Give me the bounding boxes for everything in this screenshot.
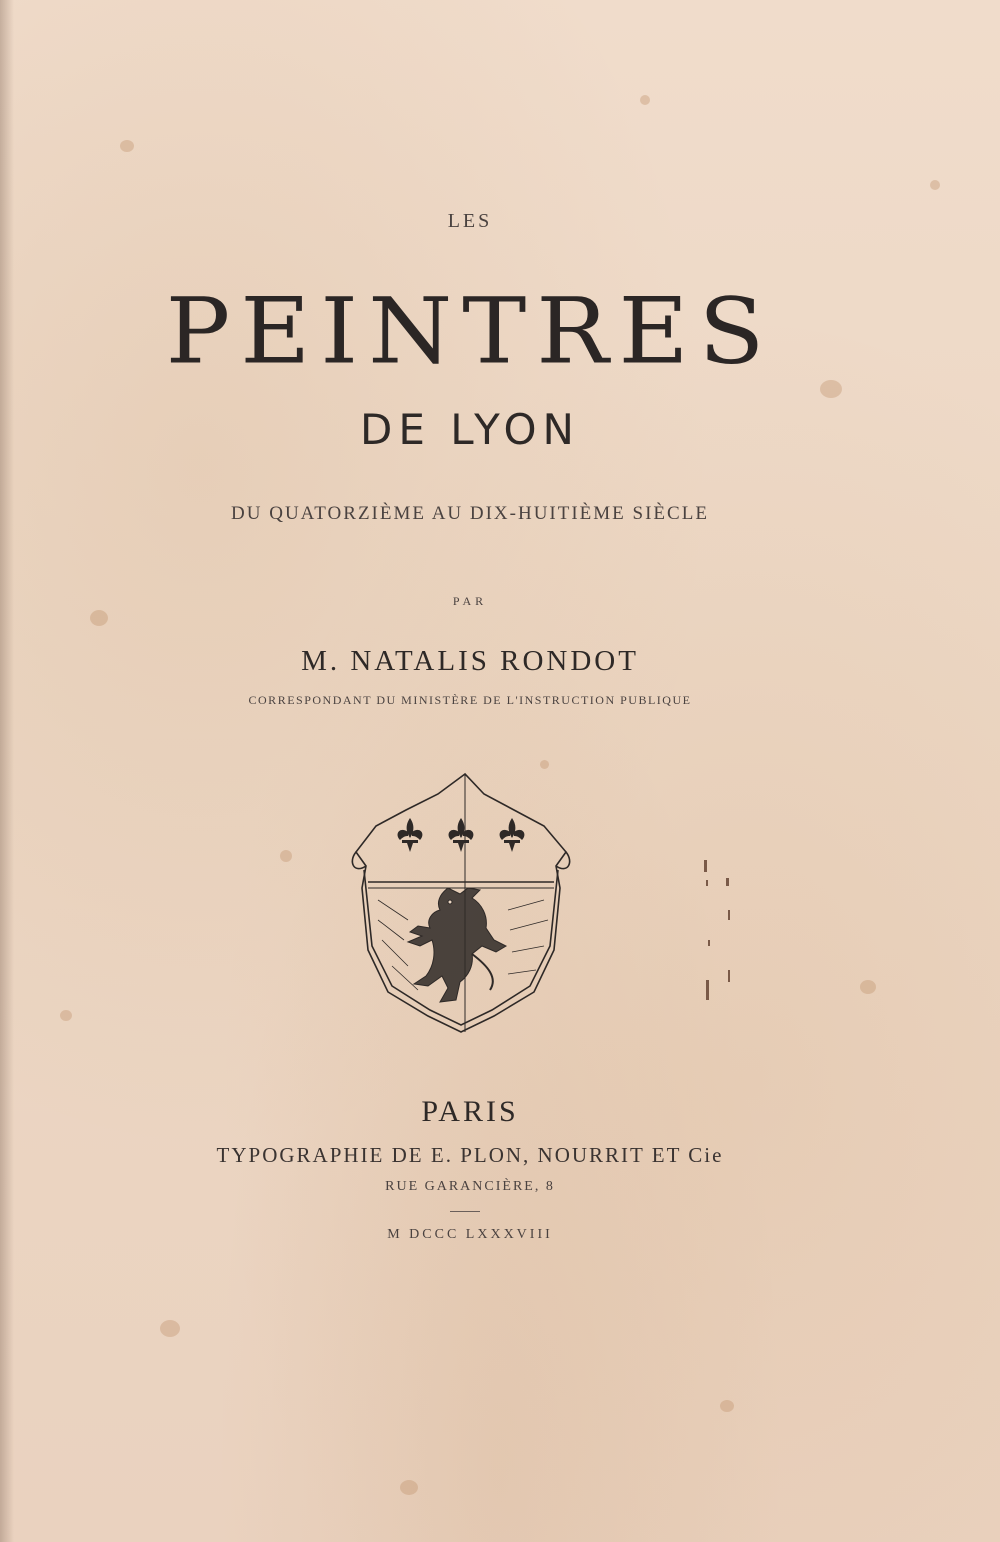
imprint-address: RUE GARANCIÈRE, 8 — [385, 1179, 555, 1194]
author-name: M. NATALIS RONDOT — [301, 645, 639, 677]
foxing-spot — [90, 610, 108, 626]
author-role: CORRESPONDANT DU MINISTÈRE DE L'INSTRUCTION PUBLIQUE — [248, 693, 692, 707]
title-period: DU QUATORZIÈME AU DIX-HUITIÈME SIÈCLE — [231, 503, 709, 524]
main-title: PEINTRES — [165, 277, 775, 385]
foxing-spot — [720, 1400, 734, 1412]
separator-rule — [450, 1211, 480, 1212]
foxing-spot — [280, 850, 292, 862]
foxing-spot — [640, 95, 650, 105]
margin-ink-marks — [700, 860, 740, 1010]
foxing-spot — [160, 1320, 180, 1337]
foxing-spot — [860, 980, 876, 994]
foxing-spot — [60, 1010, 72, 1021]
imprint-publisher: TYPOGRAPHIE DE E. PLON, NOURRIT ET Cie — [216, 1143, 724, 1167]
coat-of-arms-emblem — [348, 770, 574, 1036]
foxing-spot — [930, 180, 940, 190]
title-article: LES — [447, 210, 493, 232]
title-subtitle: DE LYON — [360, 405, 580, 454]
foxing-spot — [120, 140, 134, 152]
imprint-year: M DCCC LXXXVIII — [387, 1227, 553, 1242]
foxing-spot — [400, 1480, 418, 1495]
imprint-city: PARIS — [421, 1095, 519, 1128]
by-line: PAR — [452, 594, 488, 608]
foxing-spot — [540, 760, 549, 769]
